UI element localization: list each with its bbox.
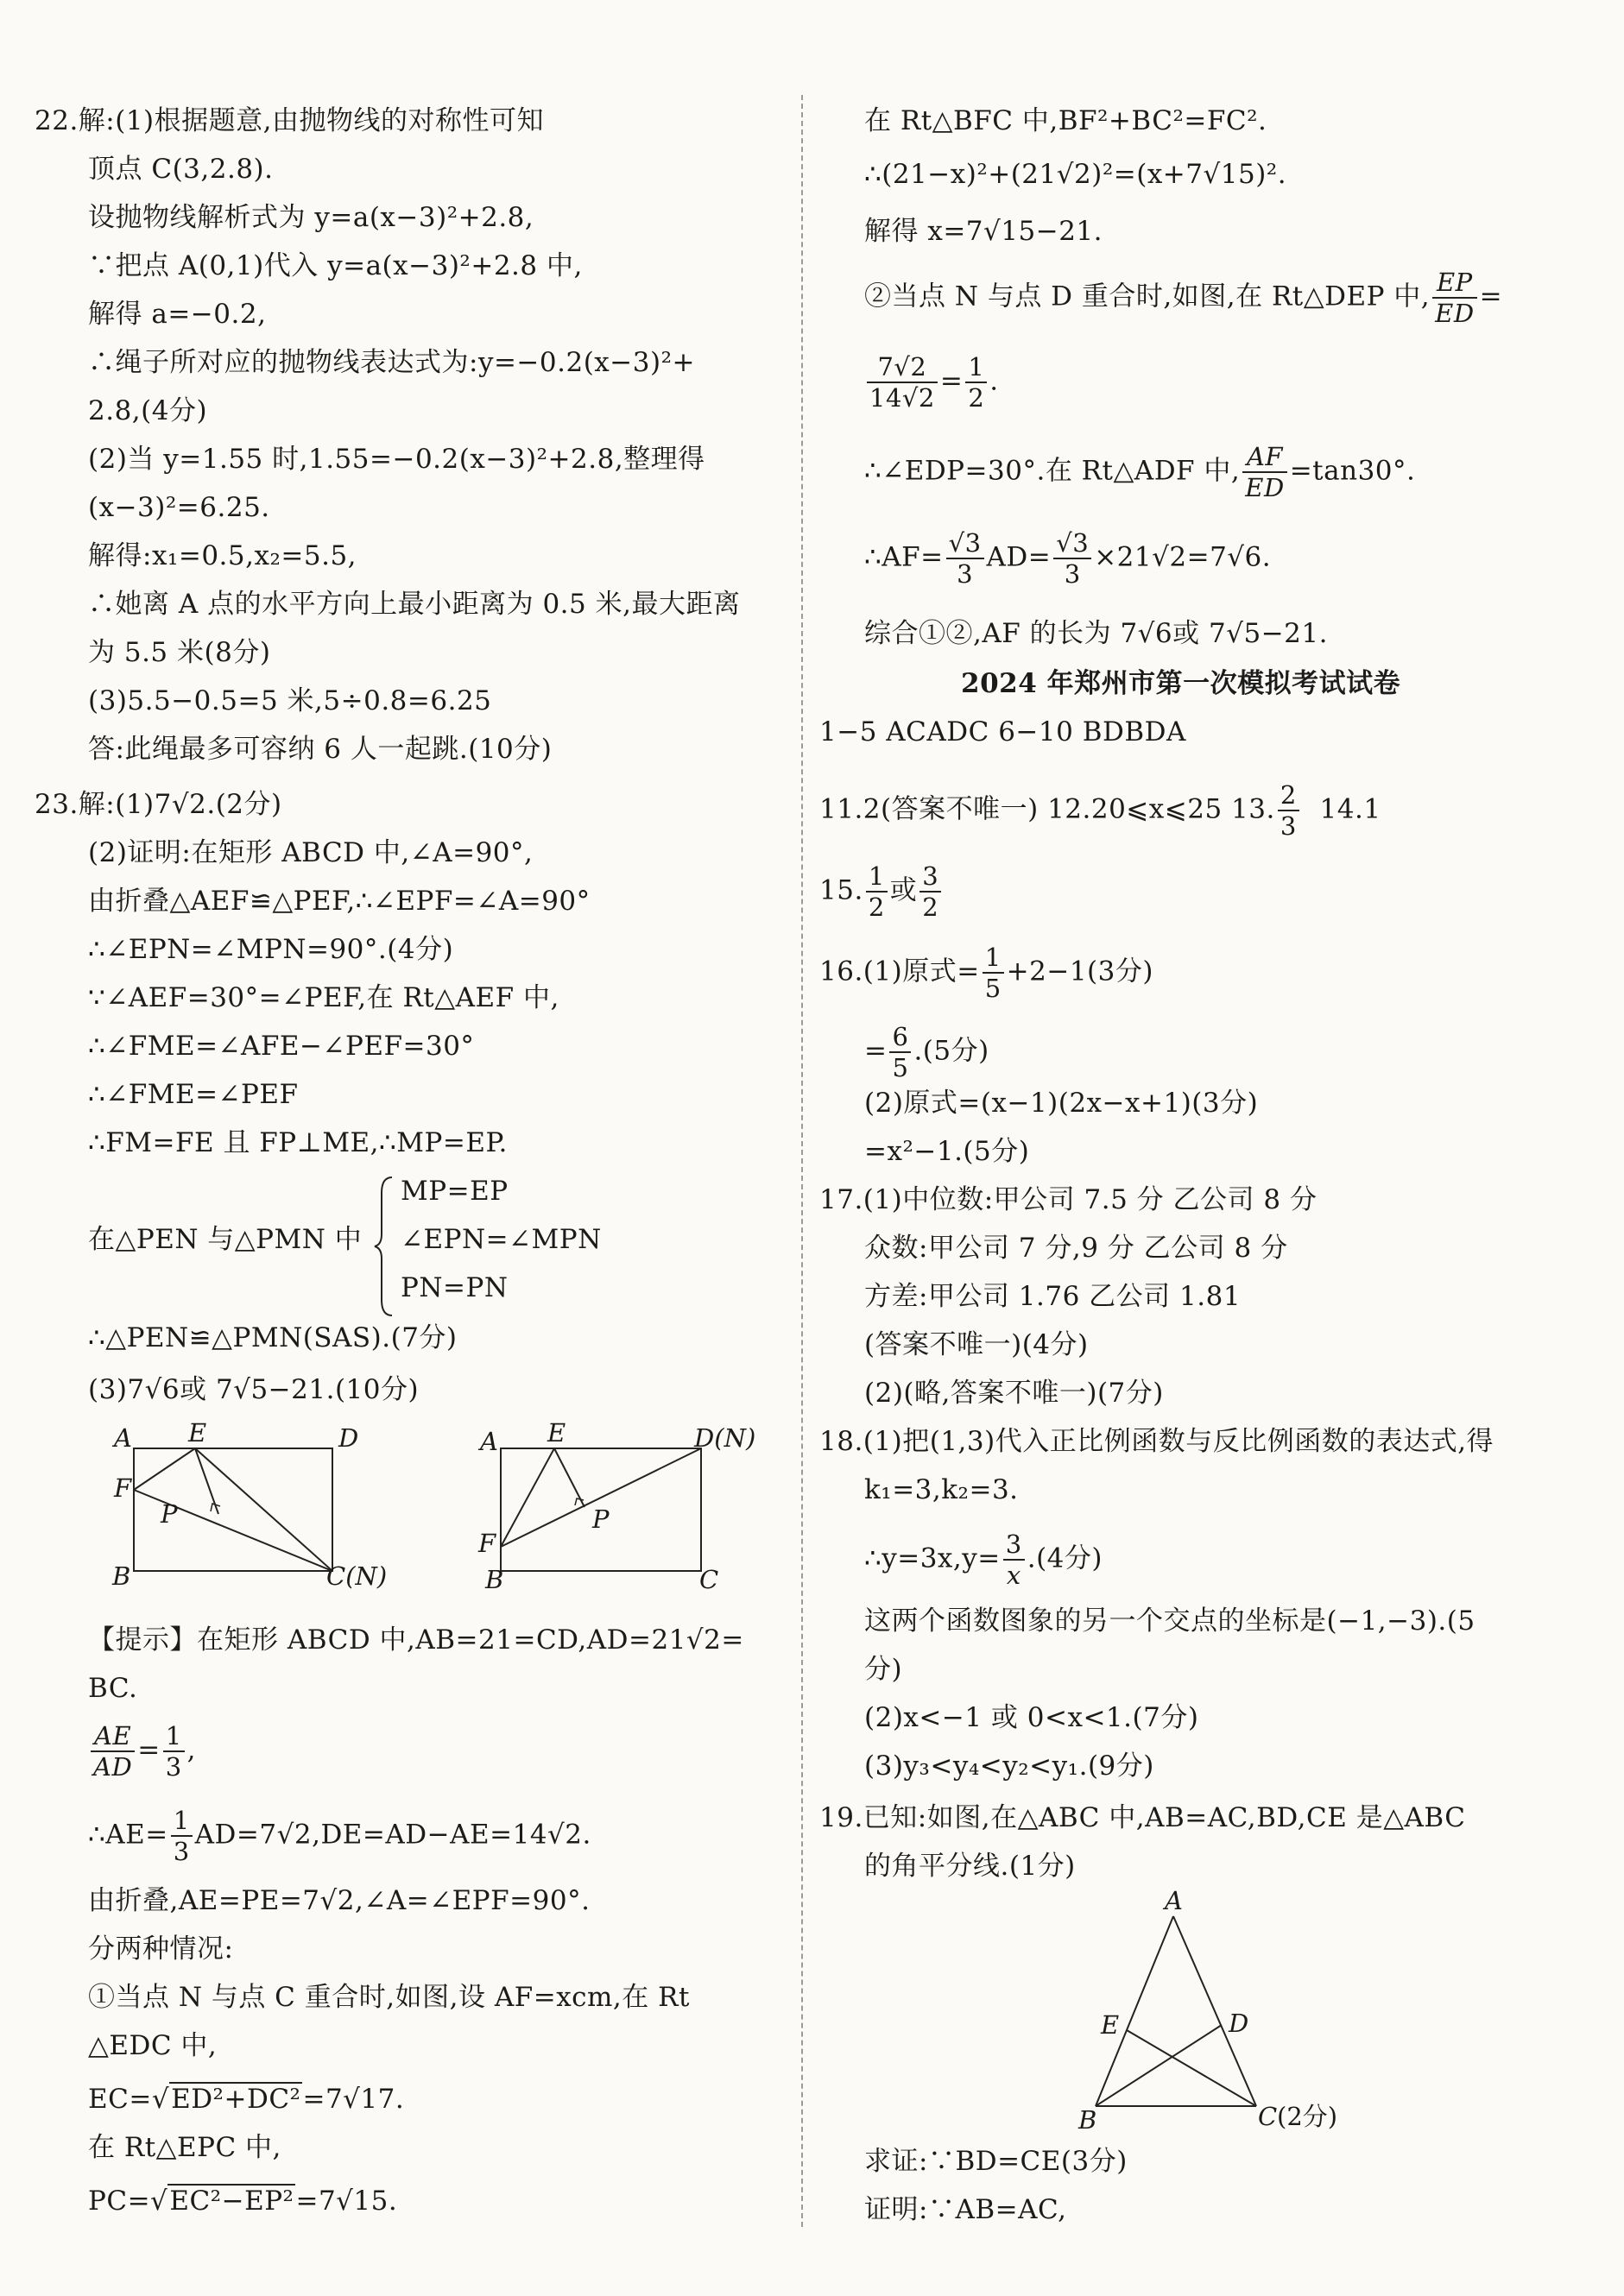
- text-line: 2.8,(4分): [88, 395, 208, 426]
- text-line: EC=√ED²+DC²=7√17.: [88, 2084, 405, 2115]
- ratio-line: $\frac{AE}{AD}$ = $\frac{1}{3}$ ,: [88, 1721, 196, 1782]
- text-line: 16.(1)原式= $\frac{1}{5}$ +2−1(3分): [819, 943, 1153, 1003]
- text-line: 由折叠,AE=PE=7√2,∠A=∠EPF=90°.: [88, 1885, 591, 1916]
- text-line: 19.已知:如图,在△ABC 中,AB=AC,BD,CE 是△ABC: [819, 1802, 1466, 1833]
- fraction: $\frac{AE}{AD}$: [91, 1721, 135, 1782]
- text-line: ∴∠EPN=∠MPN=90°.(4分): [88, 934, 454, 965]
- text-line: ∴FM=FE 且 FP⊥ME,∴MP=EP.: [88, 1127, 508, 1158]
- label-c: C: [699, 1565, 719, 1594]
- text-line: 在 Rt△BFC 中,BF²+BC²=FC².: [864, 105, 1267, 136]
- text-line: 解得 x=7√15−21.: [864, 216, 1103, 247]
- text-line: ∴∠FME=∠PEF: [88, 1079, 299, 1110]
- text-line: 方差:甲公司 1.76 乙公司 1.81: [864, 1281, 1242, 1312]
- text-line: 答:此绳最多可容纳 6 人一起跳.(10分): [88, 734, 553, 765]
- system-lead: 在△PEN 与△PMN 中: [88, 1224, 363, 1255]
- text-line: 在 Rt△EPC 中,: [88, 2132, 281, 2163]
- text-line: 解得 a=−0.2,: [88, 299, 267, 330]
- text-line: 由折叠△AEF≌△PEF,∴∠EPF=∠A=90°: [88, 886, 591, 917]
- text-line: 分): [864, 1654, 903, 1685]
- label-f: F: [478, 1529, 496, 1558]
- text-line: ∴(21−x)²+(21√2)²=(x+7√15)².: [864, 159, 1287, 190]
- label-c: C: [1258, 2102, 1278, 2131]
- fraction: $\frac{7√2}{14√2}$: [867, 352, 938, 413]
- text-line: ∵∠AEF=30°=∠PEF,在 Rt△AEF 中,: [88, 982, 559, 1013]
- label-b: B: [485, 1565, 504, 1594]
- text-line: 求证:∵BD=CE(3分): [864, 2146, 1128, 2177]
- text-line: (2)(略,答案不唯一)(7分): [864, 1378, 1164, 1409]
- label-a: A: [114, 1423, 132, 1453]
- text-line: 综合①②,AF 的长为 7√6或 7√5−21.: [864, 618, 1328, 649]
- label-e: E: [188, 1418, 207, 1448]
- label-d: D: [338, 1423, 359, 1453]
- text-line: 1−5 ACADC 6−10 BDBDA: [819, 716, 1186, 747]
- text-line: =x²−1.(5分): [864, 1136, 1030, 1167]
- fraction: $\frac{3}{2}$: [919, 861, 941, 922]
- text-line: $\frac{7√2}{14√2}$ = $\frac{1}{2}$ .: [864, 352, 999, 413]
- label-e: E: [547, 1418, 566, 1448]
- text-line: 的角平分线.(1分): [864, 1851, 1076, 1882]
- label-b: B: [1078, 2105, 1097, 2135]
- fraction: $\frac{AF}{ED}$: [1242, 442, 1286, 502]
- text-line: (3)7√6或 7√5−21.(10分): [88, 1374, 420, 1405]
- problem-23-heading: 23.解:(1)7√2.(2分): [35, 789, 282, 820]
- text-line: = $\frac{6}{5}$ .(5分): [864, 1022, 989, 1082]
- text-line: ∴∠EDP=30°.在 Rt△ADF 中, $\frac{AF}{ED}$ =tan30°.: [864, 442, 1416, 502]
- fraction: $\frac{√3}{3}$: [946, 528, 984, 589]
- text-line: (答案不唯一)(4分): [864, 1329, 1089, 1360]
- fraction: $\frac{1}{5}$: [983, 943, 1004, 1003]
- label-p: P: [592, 1504, 610, 1534]
- label-b: B: [112, 1561, 131, 1591]
- left-brace-icon: [373, 1176, 394, 1317]
- system-line-3: PN=PN: [401, 1272, 509, 1303]
- problem-22-heading: 22.解:(1)根据题意,由抛物线的对称性可知: [35, 105, 545, 136]
- text-line: △EDC 中,: [88, 2030, 218, 2061]
- text-line: ∴y=3x,y= $\frac{3}{x}$ .(4分): [864, 1530, 1103, 1590]
- label-d: D: [1229, 2009, 1249, 2038]
- text-line: 这两个函数图象的另一个交点的坐标是(−1,−3).(5: [864, 1605, 1476, 1637]
- text-line: 顶点 C(3,2.8).: [88, 154, 274, 185]
- text-line: 众数:甲公司 7 分,9 分 乙公司 8 分: [864, 1233, 1288, 1264]
- fraction: $\frac{1}{2}$: [866, 861, 888, 922]
- text-line: k₁=3,k₂=3.: [864, 1474, 1019, 1505]
- label-a: A: [1165, 1890, 1183, 1915]
- hint-line: 【提示】在矩形 ABCD 中,AB=21=CD,AD=21√2=: [88, 1624, 744, 1656]
- text-line: (3)y₃<y₄<y₂<y₁.(9分): [864, 1750, 1154, 1782]
- label-d: D(N): [694, 1423, 756, 1453]
- label-a: A: [480, 1427, 498, 1456]
- fraction: $\frac{1}{3}$: [171, 1806, 193, 1866]
- figure-rect-case-c: [104, 1416, 397, 1605]
- fraction: $\frac{1}{2}$: [965, 352, 987, 413]
- text-line: (x−3)²=6.25.: [88, 492, 270, 523]
- text-line: 证明:∵AB=AC,: [864, 2194, 1067, 2225]
- segment-ce: [1127, 2030, 1256, 2106]
- segment-fe: [501, 1448, 554, 1547]
- label-f: F: [114, 1473, 132, 1503]
- text-line: 17.(1)中位数:甲公司 7.5 分 乙公司 8 分: [819, 1184, 1318, 1215]
- text-line: ∴∠FME=∠AFE−∠PEF=30°: [88, 1031, 475, 1062]
- text-line: 18.(1)把(1,3)代入正比例函数与反比例函数的表达式,得: [819, 1426, 1494, 1457]
- text-line: ①当点 N 与点 C 重合时,如图,设 AF=xcm,在 Rt: [88, 1982, 690, 2013]
- text-line: ②当点 N 与点 D 重合时,如图,在 Rt△DEP 中, $\frac{EP}{ED}$ =: [864, 268, 1503, 328]
- label-e: E: [1101, 2010, 1120, 2040]
- segment-ep: [554, 1448, 585, 1507]
- text-line: PC=√EC²−EP²=7√15.: [88, 2186, 398, 2217]
- text-line: ∵把点 A(0,1)代入 y=a(x−3)²+2.8 中,: [88, 250, 583, 281]
- text-line: (2)当 y=1.55 时,1.55=−0.2(x−3)²+2.8,整理得: [88, 444, 705, 475]
- section-title: 2024 年郑州市第一次模拟考试试卷: [961, 668, 1401, 699]
- fraction: $\frac{6}{5}$: [889, 1022, 911, 1082]
- fraction: $\frac{1}{3}$: [163, 1721, 185, 1782]
- text-line: (3)5.5−0.5=5 米,5÷0.8=6.25: [88, 685, 492, 716]
- figure-isosceles-triangle: [1066, 1890, 1394, 2141]
- text-line: ∴绳子所对应的抛物线表达式为:y=−0.2(x−3)²+: [88, 347, 695, 378]
- text-line: (2)证明:在矩形 ABCD 中,∠A=90°,: [88, 837, 534, 868]
- column-divider: [801, 95, 803, 2227]
- fraction: $\frac{√3}{3}$: [1053, 528, 1091, 589]
- text-line: ∴△PEN≌△PMN(SAS).(7分): [88, 1322, 458, 1353]
- system-line-1: MP=EP: [401, 1176, 509, 1207]
- label-c: C(N): [326, 1561, 388, 1591]
- text-line: BC.: [88, 1673, 138, 1704]
- system-line-2: ∠EPN=∠MPN: [401, 1224, 602, 1255]
- text-line: ∴她离 A 点的水平方向上最小距离为 0.5 米,最大距离: [88, 589, 741, 620]
- text-line: 11.2(答案不唯一) 12.20⩽x⩽25 13. $\frac{2}{3}$ 14.1: [819, 780, 1381, 841]
- text-line: 为 5.5 米(8分): [88, 637, 271, 668]
- label-p: P: [161, 1499, 178, 1529]
- text-line: (2)x<−1 或 0<x<1.(7分): [864, 1702, 1199, 1733]
- text-line: (2)原式=(x−1)(2x−x+1)(3分): [864, 1088, 1259, 1119]
- text-line: ∴AF= $\frac{√3}{3}$ AD= $\frac{√3}{3}$ ×21√2=7√6.: [864, 528, 1272, 589]
- figure-rect-case-d: [466, 1416, 760, 1605]
- text-line: 解得:x₁=0.5,x₂=5.5,: [88, 540, 357, 571]
- fraction: $\frac{EP}{ED}$: [1432, 268, 1476, 328]
- text-line: 设抛物线解析式为 y=a(x−3)²+2.8,: [88, 202, 534, 233]
- segment-fe: [134, 1448, 195, 1490]
- segment-ec: [195, 1448, 332, 1571]
- text-line: 15. $\frac{1}{2}$ 或 $\frac{3}{2}$: [819, 861, 944, 922]
- fraction: $\frac{2}{3}$: [1278, 780, 1299, 841]
- text-line: ∴AE= $\frac{1}{3}$ AD=7√2,DE=AD−AE=14√2.: [88, 1806, 591, 1866]
- score-label: (2分): [1277, 2102, 1338, 2131]
- text-line: 分两种情况:: [88, 1933, 234, 1965]
- fraction: $\frac{3}{x}$: [1003, 1530, 1025, 1590]
